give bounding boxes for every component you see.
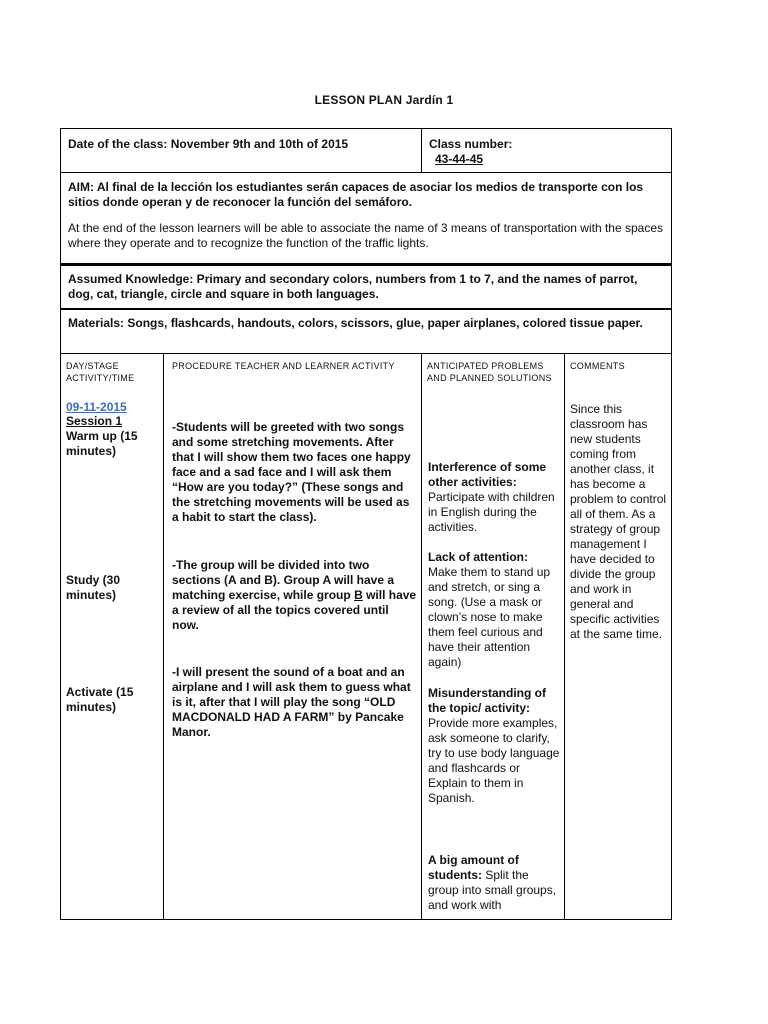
- problem-misunderstanding: [428, 686, 560, 806]
- class-number-value: 43-44-45: [435, 152, 484, 166]
- stage-column: [61, 354, 164, 919]
- materials: Materials: Songs, flashcards, handouts, colors, scissors, glue, paper airplanes, colored tissue paper.: [68, 316, 643, 330]
- warm-up-stage: Warm up (15 minutes): [66, 429, 138, 458]
- procedure-study-group-b: B: [354, 588, 363, 602]
- procedure-study-part1: -The group will be divided into two sections (A and B). Group A will have a matching exercise, while group: [172, 558, 395, 602]
- procedure-study-part2: will have a review of all the topics covered until now.: [172, 588, 417, 632]
- comments-text: Since this classroom has new students coming from another class, it has become a problem to control all of them. As a strategy of group management I have decided to divide the group and work in general and specific activities at the same time.: [570, 402, 667, 641]
- study-stage: Study (30 minutes): [66, 573, 121, 602]
- assumed-knowledge: Assumed Knowledge: Primary and secondary colors, numbers from 1 to 7, and the names of parrot, dog, cat, triangle, circle and square in both languages.: [68, 272, 638, 301]
- procedure-table: [60, 354, 672, 920]
- aim-english: At the end of the lesson learners will be able to associate the name of 3 means of transportation with the spaces where they operate and to recognize the function of the traffic lights.: [68, 221, 664, 250]
- comments-column: [565, 354, 671, 919]
- problem-amount-students-solution: Split the group into small groups, and work with: [428, 868, 557, 912]
- problem-attention-title: Lack of attention:: [428, 550, 529, 564]
- problem-misunderstanding-solution: Provide more examples, ask someone to clarify, try to use body language and flashcards or Explain to them in Spanish.: [428, 716, 560, 805]
- activate-stage: Activate (15 minutes): [66, 685, 134, 714]
- problem-amount-students: [428, 853, 560, 913]
- problems-column: [422, 354, 565, 919]
- procedure-header: PROCEDURE TEACHER AND LEARNER ACTIVITY: [172, 361, 395, 371]
- problem-interference-solution: Participate with children in English during the activities.: [428, 490, 555, 534]
- materials-row: [60, 309, 672, 354]
- class-number-cell: [422, 129, 671, 172]
- comments-header: COMMENTS: [570, 361, 625, 371]
- procedure-activate: -I will present the sound of a boat and an airplane and I will ask them to guess what is it, after that I will play the song “OLD MACDONALD HAD A FARM” by Pancake Manor.: [172, 665, 411, 739]
- lesson-plan-document: [60, 128, 672, 920]
- problem-attention: [428, 550, 560, 670]
- problem-interference-title: Interference of some other activities:: [428, 460, 547, 489]
- class-number-label: Class number:: [429, 137, 513, 151]
- stage-header: DAY/STAGE ACTIVITY/TIME: [66, 361, 135, 383]
- procedure-study: [172, 558, 418, 633]
- problem-interference: [428, 460, 560, 535]
- problem-attention-solution: Make them to stand up and stretch, or sing a song. (Use a mask or clown’s nose to make them feel curious and have their attention again): [428, 565, 551, 669]
- date-row: [60, 128, 672, 173]
- problem-misunderstanding-title: Misunderstanding of the topic/ activity:: [428, 686, 546, 715]
- page-title: LESSON PLAN Jardín 1: [314, 93, 454, 107]
- session-date: 09-11-2015: [66, 400, 127, 414]
- problems-header: ANTICIPATED PROBLEMS AND PLANNED SOLUTIONS: [427, 361, 552, 383]
- problem-amount-students-title: A big amount of students:: [428, 853, 519, 882]
- aim-row: [60, 173, 672, 264]
- procedure-warm-up: -Students will be greeted with two songs and some stretching movements. After that I will show them two faces one happy face and a sad face and I will ask them “How are you today?” (These songs and the stretching movements will be used as a habit to start the class).: [172, 420, 411, 524]
- aim-spanish: AIM: Al final de la lección los estudiantes serán capaces de asociar los medios de transporte con los sitios donde operan y de reconocer la función del semáforo.: [68, 180, 644, 209]
- session-label: Session 1: [66, 414, 123, 428]
- procedure-column: [164, 354, 422, 919]
- assumed-knowledge-row: [60, 264, 672, 309]
- class-date: Date of the class: November 9th and 10th of 2015: [61, 129, 422, 172]
